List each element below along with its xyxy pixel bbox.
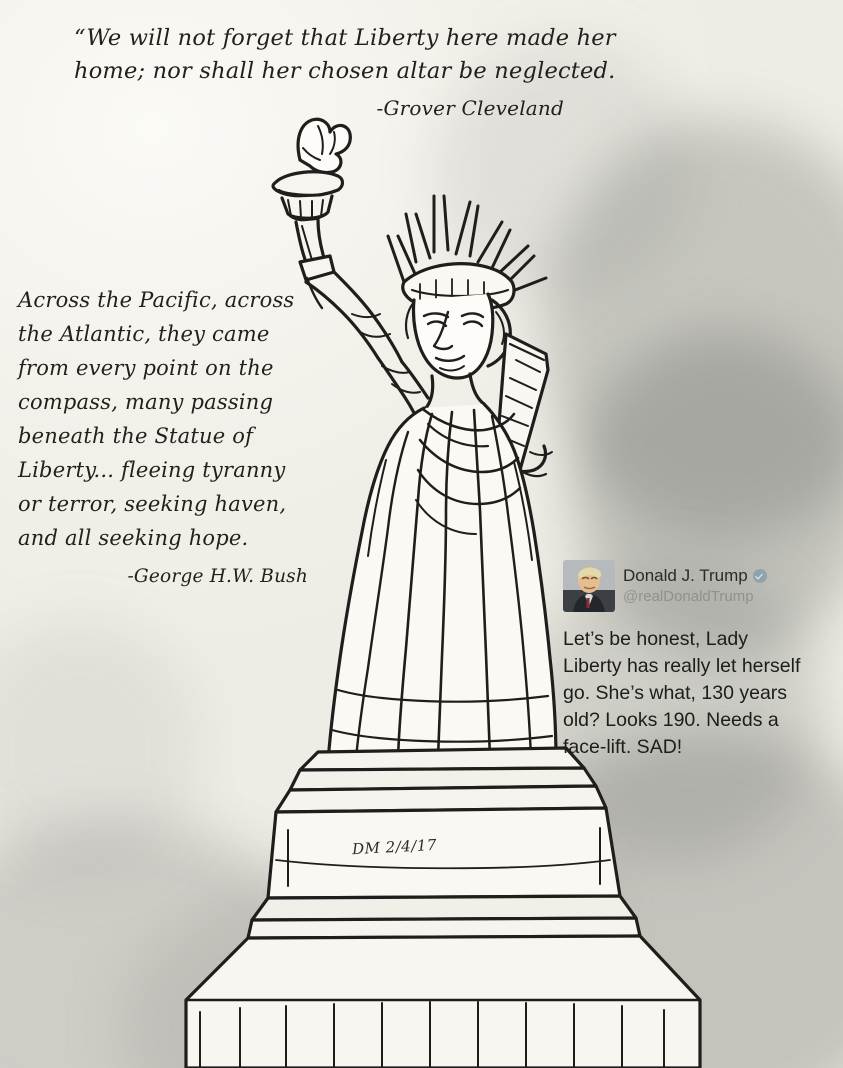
quote-cleveland (74, 22, 694, 125)
tweet-card (563, 560, 823, 761)
quote-bush (18, 283, 308, 594)
tweet-header (563, 560, 823, 618)
tweet-handle: @realDonaldTrump (623, 588, 754, 605)
artist-signature: DM 2/4/17 (351, 835, 438, 859)
tweet-text: Let’s be honest, Lady Liberty has really let herself go. She’s what, 130 years old? Looks 190. Needs a face-lift. SAD! (563, 628, 801, 758)
tweet-display-name-row (623, 565, 767, 586)
avatar-portrait (563, 560, 615, 612)
tweet-display-name: Donald J. Trump (623, 566, 748, 585)
quote-cleveland-attribution: -Grover Cleveland (376, 96, 564, 120)
tweet-identity (623, 560, 767, 606)
quote-bush-attribution: -George H.W. Bush (127, 566, 308, 587)
quote-bush-text: Across the Pacific, across the Atlantic, they came from every point on the compass, many passing beneath the Statue of Liberty... fleeing tyranny or terror, seeking haven, and all seeking hope. (18, 288, 295, 550)
trump-avatar (563, 560, 615, 612)
verified-icon (753, 569, 767, 583)
quote-cleveland-text: “We will not forget that Liberty here made her home; nor shall her chosen altar be neglected. (74, 25, 616, 84)
